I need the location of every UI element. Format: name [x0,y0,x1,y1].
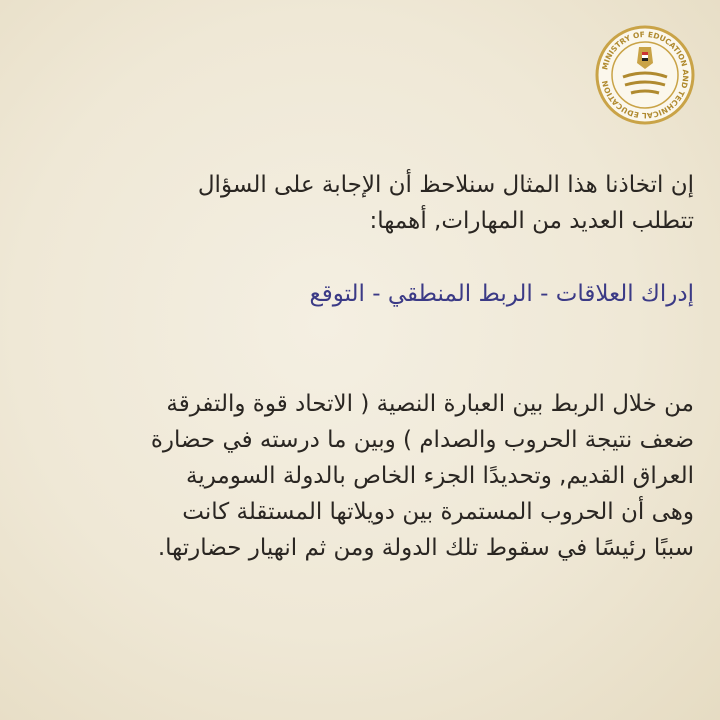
logo-text: MINISTRY OF EDUCATION AND TECHNICAL EDUCATION [600,29,691,121]
explanation-line-4: وهى أن الحروب المستمرة بين دويلاتها المستقلة كانت [182,499,694,525]
explanation-line-2: ضعف نتيجة الحروب والصدام ) وبين ما درسته في حضارة [150,427,694,453]
explanation-line-5: سببًا رئيسًا في سقوط تلك الدولة ومن ثم انهيار حضارتها. [157,535,694,561]
intro-line-2: تتطلب العديد من المهارات, أهمها: [369,208,694,234]
explanation-line-1: من خلال الربط بين العبارة النصية ( الاتحاد قوة والتفرقة [166,391,694,417]
skills-highlight: إدراك العلاقات - الربط المنطقي - التوقع [309,281,694,307]
intro-line-1: إن اتخاذنا هذا المثال سنلاحظ أن الإجابة على السؤال [197,172,694,198]
explanation-line-3: العراق القديم, وتحديدًا الجزء الخاص بالدولة السومرية [186,463,694,489]
ministry-logo [595,25,695,125]
